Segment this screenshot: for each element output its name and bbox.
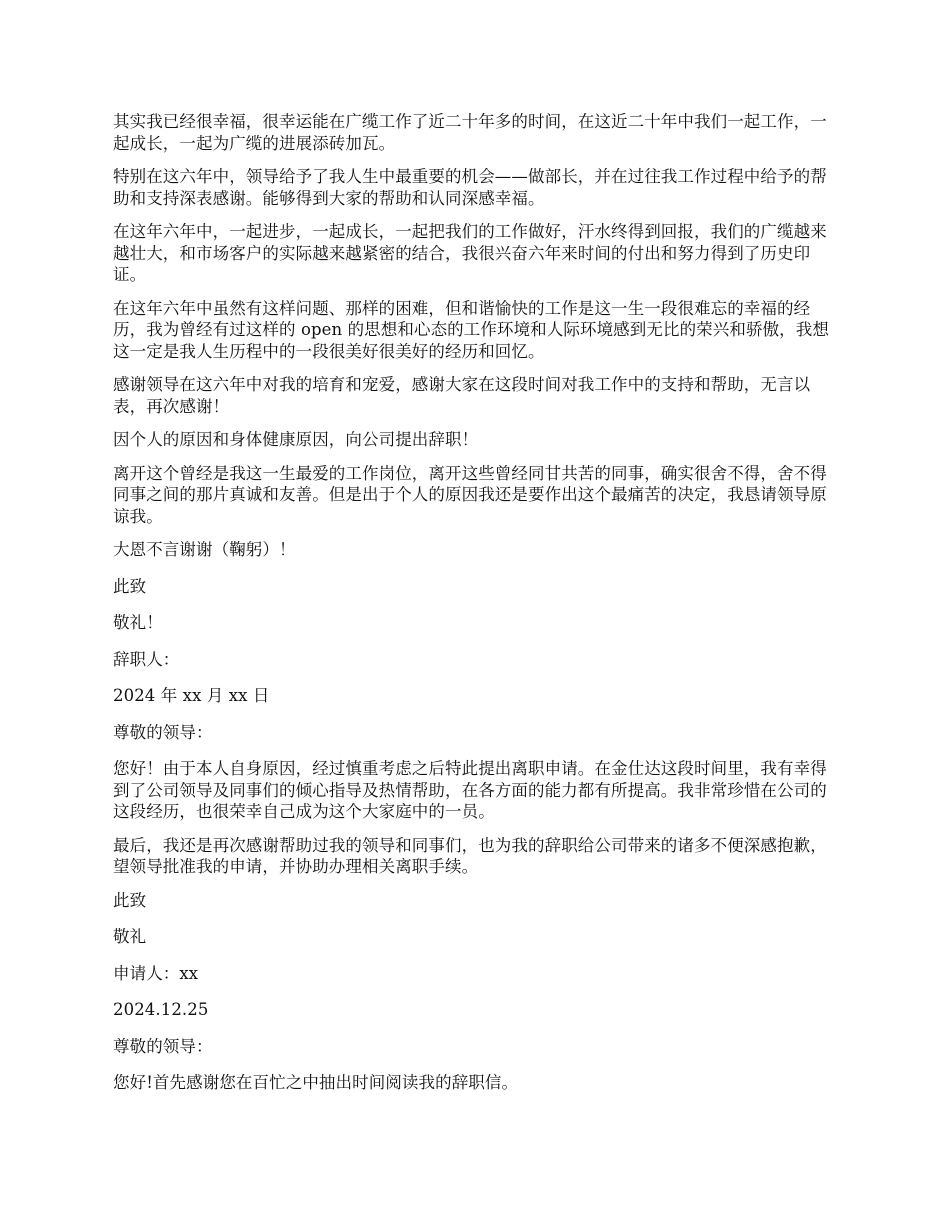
- paragraph: 您好！由于本人自身原因，经过慎重考虑之后特此提出离职申请。在金仕达这段时间里，我有幸得到了公司领导及同事们的倾心指导及热情帮助，在各方面的能力都有所提高。我非常珍惜在公司的这段经历，也很荣幸自己成为这个大家庭中的一员。: [113, 759, 827, 821]
- paragraph: 特别在这六年中，领导给予了我人生中最重要的机会——做部长，并在过往我工作过程中给予的帮助和支持深表感谢。能够得到大家的帮助和认同深感幸福。: [113, 167, 827, 208]
- paragraph: 感谢领导在这六年中对我的培育和宠爱，感谢大家在这段时间对我工作中的支持和帮助，无言以表，再次感谢！: [113, 375, 811, 416]
- paragraph: 最后，我还是再次感谢帮助过我的领导和同事们，也为我的辞职给公司带来的诸多不便深感抱歉，望领导批准我的申请，并协助办理相关离职手续。: [113, 835, 827, 876]
- paragraph: 离开这个曾经是我这一生最爱的工作岗位，离开这些曾经同甘共苦的同事，确实很舍不得，舍不得同事之间的那片真诚和友善。但是出于个人的原因我还是要作出这个最痛苦的决定，我恳请领导原谅我。: [113, 463, 827, 526]
- signer-label: 辞职人：: [113, 649, 180, 669]
- applicant-line: 申请人：xx: [113, 963, 199, 983]
- salutation-cizhi: 此致: [113, 576, 147, 596]
- closing-thanks: 大恩不言谢谢（鞠躬）！: [113, 540, 296, 559]
- paragraph: 在这年六年中，一起进步，一起成长，一起把我们的工作做好，汗水终得到回报，我们的广缆越来越壮大，和市场客户的实际越来越紧密的结合，我很兴奋六年来时间的付出和努力得到了历史印证。: [113, 222, 827, 284]
- date-line: 2024 年 xx 月 xx 日: [113, 686, 270, 705]
- paragraph: 您好!首先感谢您在百忙之中抽出时间阅读我的辞职信。: [113, 1073, 519, 1092]
- salutation-jingli: 敬礼: [113, 927, 147, 946]
- salutation-cizhi: 此致: [113, 890, 147, 910]
- date-line: 2024.12.25: [113, 1000, 209, 1019]
- paragraph: 在这年六年中虽然有这样问题、那样的困难，但和谐愉快的工作是这一生一段很难忘的幸福的经历，我为曾经有过这样的 open 的思想和心态的工作环境和人际环境感到无比的荣兴和骄傲，我想这一定是我人生历程中的一段很美好很美好的经历和回忆。: [113, 298, 829, 361]
- salutation-jingli: 敬礼！: [113, 613, 163, 632]
- greeting: 尊敬的领导：: [113, 1036, 213, 1056]
- paragraph: 因个人的原因和身体健康原因，向公司提出辞职！: [113, 430, 479, 449]
- paragraph: 其实我已经很幸福，很幸运能在广缆工作了近二十年多的时间，在这近二十年中我们一起工作，一起成长，一起为广缆的进展添砖加瓦。: [113, 112, 827, 153]
- greeting: 尊敬的领导：: [113, 722, 213, 742]
- document-body: [113, 111, 843, 1106]
